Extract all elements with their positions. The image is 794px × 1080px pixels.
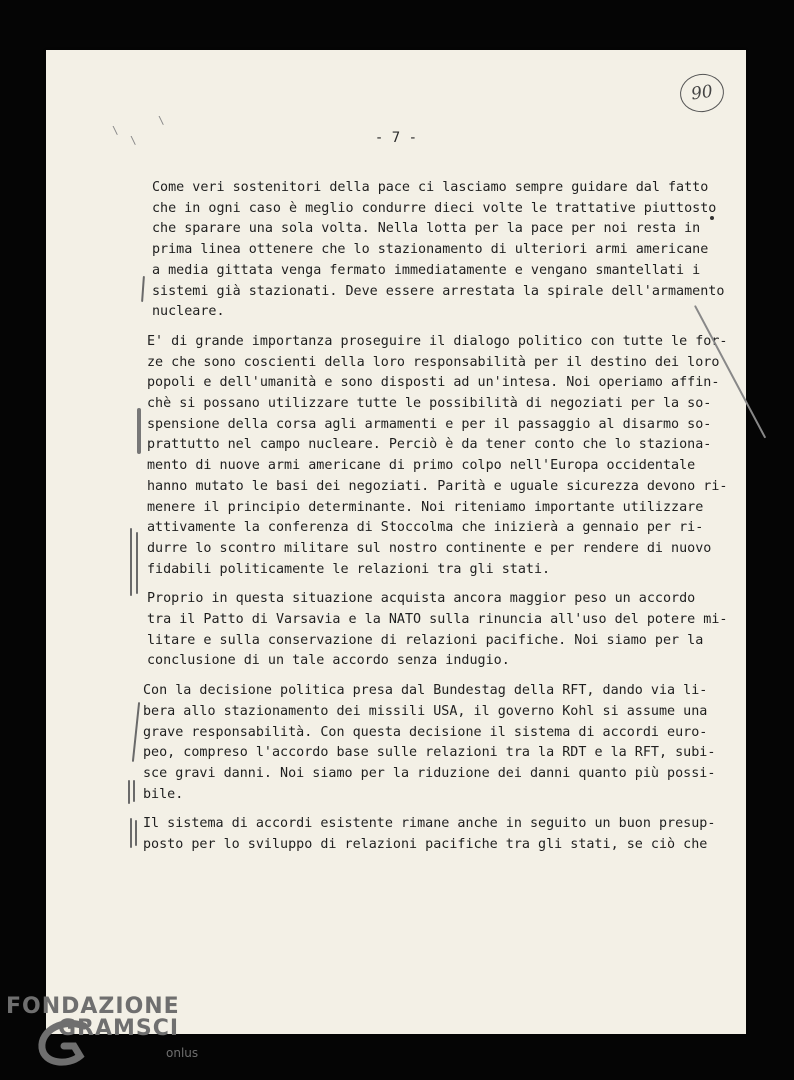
paragraph (143, 814, 716, 855)
text-line: chè si possano utilizzare tutte le possibilità di negoziati per la so- (147, 396, 712, 412)
margin-pen-mark (135, 820, 137, 846)
text-line: sistemi già stazionati. Deve essere arrestata la spirale dell'armamento (152, 283, 725, 299)
text-line: Con la decisione politica presa dal Bundestag della RFT, dando via li- (143, 683, 708, 699)
text-line: Proprio in questa situazione acquista ancora maggior peso un accordo (147, 591, 696, 607)
text-line: nucleare. (152, 304, 225, 320)
margin-pen-mark (132, 702, 140, 762)
text-line: bera allo stazionamento dei missili USA, il governo Kohl si assume una (143, 703, 708, 719)
scan-mark: \ (112, 124, 119, 137)
text-line: prima linea ottenere che lo stazionamento di ulteriori armi americane (152, 242, 709, 258)
body-text (143, 178, 728, 865)
text-line: attivamente la conferenza di Stoccolma che inizierà a gennaio per ri- (147, 520, 704, 536)
text-line: popoli e dell'umanità e sono disposti ad un'intesa. Noi operiamo affin- (147, 375, 720, 391)
text-line: litare e sulla conservazione di relazioni pacifiche. Noi siamo per la (147, 632, 704, 648)
scan-speck (710, 216, 714, 220)
text-line: ze che sono coscienti della loro responsabilità per il destino dei loro (147, 354, 720, 370)
text-line: durre lo scontro militare sul nostro continente e per rendere di nuovo (147, 540, 712, 556)
text-line: spensione della corsa agli armamenti e per il passaggio al disarmo so- (147, 416, 712, 432)
margin-pen-mark (141, 276, 145, 302)
text-line: Come veri sostenitori della pace ci lasciamo sempre guidare dal fatto (152, 180, 709, 195)
paragraph (143, 681, 716, 805)
archive-number-stamp (678, 71, 727, 115)
text-line: a media gittata venga fermato immediatamente e vengano smantellati i (152, 262, 701, 278)
archive-number: 90 (689, 81, 715, 105)
text-line: hanno mutato le basi dei negoziati. Parità e uguale sicurezza devono ri- (147, 478, 728, 494)
text-line: che in ogni caso è meglio condurre dieci volte le trattative piuttosto (152, 200, 717, 216)
scan-mark: \ (130, 134, 137, 147)
text-line: menere il principio determinante. Noi riteniamo importante utilizzare (147, 499, 704, 515)
text-line: mento di nuove armi americane di primo colpo nell'Europa occidentale (147, 458, 696, 474)
margin-pen-mark (130, 818, 132, 848)
document-page (46, 50, 746, 1034)
text-line: conclusione di un tale accordo senza indugio. (147, 653, 510, 669)
margin-pen-mark (136, 532, 138, 594)
text-line: prattutto nel campo nucleare. Perciò è da tener conto che lo staziona- (147, 437, 712, 453)
text-line: grave responsabilità. Con questa decisione il sistema di accordi euro- (143, 724, 708, 740)
text-line: posto per lo sviluppo di relazioni pacifiche tra gli stati, se ciò che (143, 837, 708, 853)
page-number: - 7 - (374, 130, 418, 146)
watermark-line1: FONDAZIONE (6, 994, 180, 1019)
text-line: peo, compreso l'accordo base sulle relazioni tra la RDT e la RFT, subi- (143, 745, 716, 761)
text-line: Il sistema di accordi esistente rimane anche in seguito un buon presup- (143, 816, 716, 832)
text-line: bile. (143, 786, 184, 802)
paragraph (147, 332, 728, 580)
fondazione-gramsci-watermark (6, 990, 199, 1070)
text-line: E' di grande importanza proseguire il dialogo politico con tutte le for- (147, 333, 728, 349)
scan-mark: \ (158, 114, 165, 127)
watermark-line2: GRAMSCI (58, 1016, 180, 1041)
text-line: sce gravi danni. Noi siamo per la riduzione dei danni quanto più possi- (143, 765, 716, 781)
watermark-suffix: onlus (166, 1046, 199, 1060)
text-line: tra il Patto di Varsavia e la NATO sulla rinuncia all'uso del potere mi- (147, 612, 728, 628)
margin-pen-mark (128, 780, 130, 804)
margin-pen-mark (133, 780, 135, 802)
margin-pen-mark (137, 408, 141, 454)
text-line: fidabili politicamente le relazioni tra gli stati. (147, 561, 551, 577)
paragraph (147, 589, 728, 672)
paragraph (152, 178, 725, 323)
text-line: che sparare una sola volta. Nella lotta per la pace per noi resta in (152, 221, 701, 237)
margin-pen-mark (130, 528, 132, 596)
